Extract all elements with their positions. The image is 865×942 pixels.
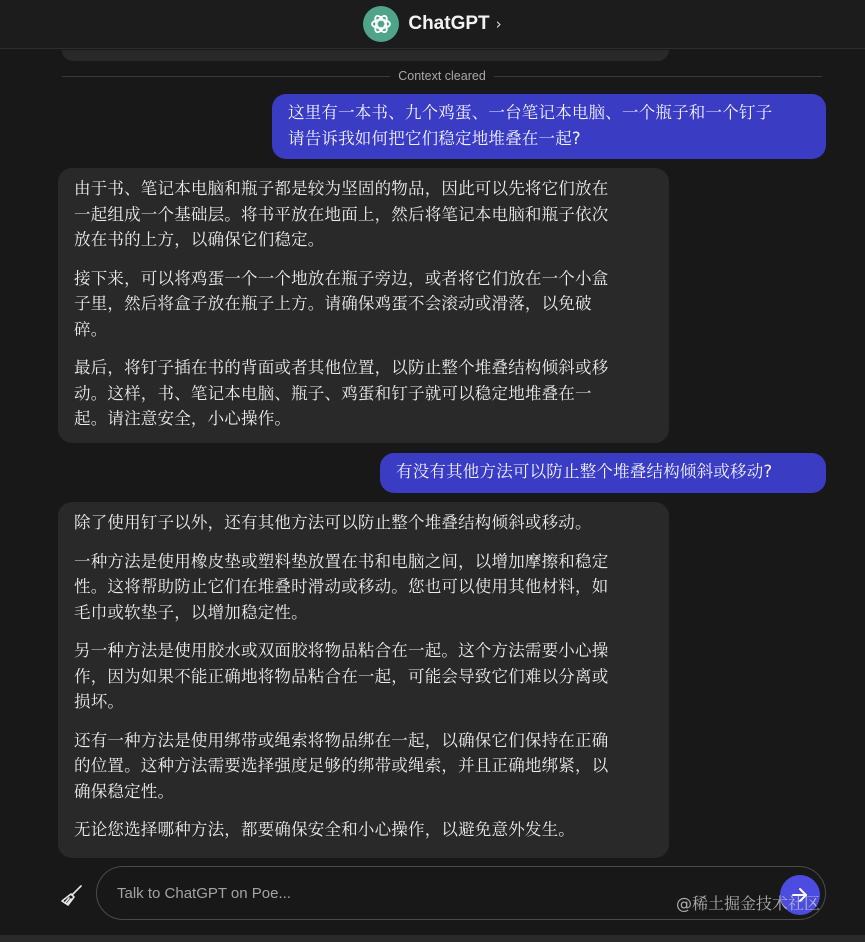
message-line: 起。请注意安全，小心操作。 [74,409,292,428]
message-line: 毛巾或软垫子，以增加稳定性。 [74,602,308,622]
previous-message-bubble [62,50,669,61]
divider-line-right [494,76,822,77]
user-message [380,453,826,493]
chat-header[interactable] [0,0,865,49]
message-line: 性。这将帮助防止它们在堆叠时滑动或移动。您也可以使用其他材料，如 [74,577,609,596]
message-line: 放在书的上方，以确保它们稳定。 [74,230,325,249]
message-line: 子里，然后将盒子放在瓶子上方。请确保鸡蛋不会滚动或滑落，以免破 [74,294,592,313]
message-line: 除了使用钉子以外，还有其他方法可以防止整个堆叠结构倾斜或移动。 [74,513,592,532]
message-line: 作，因为如果不能正确地将物品粘合在一起，可能会导致它们难以分离或 [74,666,609,686]
message-line: 最后，将钉子插在书的背面或者其他位置，以防止整个堆叠结构倾斜或移 [74,358,609,377]
message-paragraph [74,638,653,715]
message-line: 一起组成一个基础层。将书平放在地面上，然后将笔记本电脑和瓶子依次 [74,204,609,224]
context-cleared-label: Context cleared [398,69,486,83]
message-line: 损坏。 [74,692,125,711]
bottom-strip [0,935,865,942]
message-input[interactable] [117,879,757,907]
message-line: 一种方法是使用橡皮垫或塑料垫放置在书和电脑之间，以增加摩擦和稳定 [74,551,609,571]
watermark-text: @稀土掘金技术社区 [676,894,821,913]
message-line: 还有一种方法是使用绑带或绳索将物品绑在一起，以确保它们保持在正确 [74,730,609,750]
message-line: 请告诉我如何把它们稳定地堆叠在一起? [288,128,581,148]
composer-bar [0,865,865,942]
message-line: 的位置。这种方法需要选择强度足够的绑带或绳索，并且正确地绑紧，以 [74,756,609,775]
message-paragraph [74,266,653,343]
user-message [272,94,826,159]
message-line: 接下来，可以将鸡蛋一个一个地放在瓶子旁边，或者将它们放在一个小盒 [74,268,609,288]
message-line: 由于书、笔记本电脑和瓶子都是较为坚固的物品，因此可以先将它们放在 [74,179,609,198]
message-line: 无论您选择哪种方法，都要确保安全和小心操作，以避免意外发生。 [74,820,575,839]
message-line: 另一种方法是使用胶水或双面胶将物品粘合在一起。这个方法需要小心操 [74,641,609,660]
chat-area[interactable] [0,50,865,865]
clear-context-broom-icon[interactable] [58,882,86,910]
divider-line-left [62,76,390,77]
bot-message [58,502,669,858]
message-paragraph [74,510,653,536]
message-paragraph [74,728,653,805]
chevron-right-icon[interactable]: › [495,15,502,33]
context-cleared-divider [62,68,822,84]
message-paragraph [74,355,653,432]
message-paragraph [74,817,653,843]
message-line: 确保稳定性。 [74,781,175,801]
message-paragraph [74,176,653,253]
message-line: 动。这样，书、笔记本电脑、瓶子、鸡蛋和钉子就可以稳定地堆叠在一 [74,383,592,403]
bot-name-title[interactable]: ChatGPT [408,13,490,34]
message-line: 有没有其他方法可以防止整个堆叠结构倾斜或移动? [396,462,773,481]
message-line: 这里有一本书、九个鸡蛋、一台笔记本电脑、一个瓶子和一个钉子 [288,103,773,122]
message-line: 碎。 [74,319,108,339]
chatgpt-logo-icon [363,6,399,42]
bot-message [58,168,669,443]
message-paragraph [74,549,653,626]
